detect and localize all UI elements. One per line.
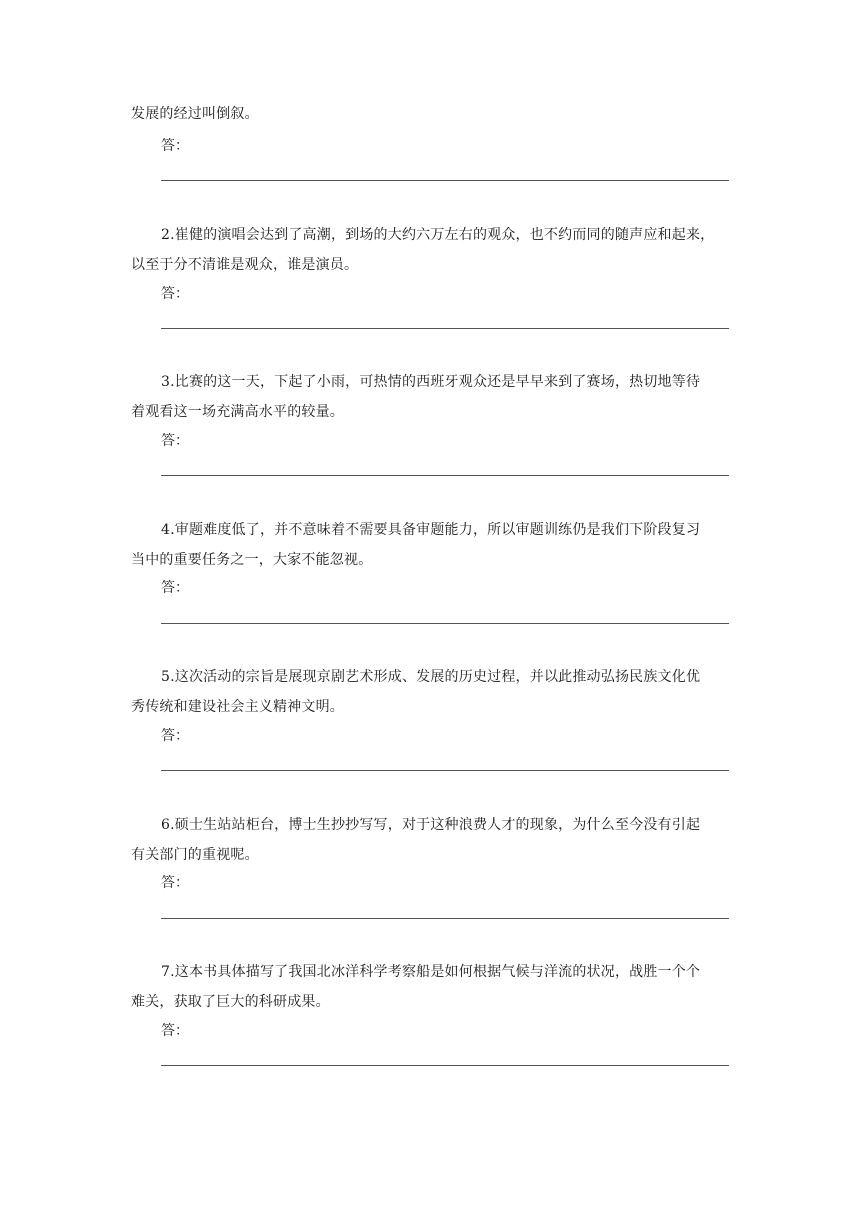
question-4-line-1: 4.审题难度低了，并不意味着不需要具备审题能力，所以审题训练仍是我们下阶段复习 <box>161 522 701 538</box>
answer-line[interactable] <box>161 770 729 771</box>
answer-line[interactable] <box>161 180 729 181</box>
question-5-line-2: 秀传统和建设社会主义精神文明。 <box>131 699 344 715</box>
question-7-line-1: 7.这本书具体描写了我国北冰洋科学考察船是如何根据气候与洋流的状况，战胜一个个 <box>161 964 701 980</box>
answer-line[interactable] <box>161 475 729 476</box>
question-2-line-1: 2.崔健的演唱会达到了高潮，到场的大约六万左右的观众，也不约而同的随声应和起来， <box>161 227 715 243</box>
answer-line[interactable] <box>161 328 729 329</box>
question-5-line-1: 5.这次活动的宗旨是展现京剧艺术形成、发展的历史过程，并以此推动弘扬民族文化优 <box>161 669 701 685</box>
answer-line[interactable] <box>161 623 729 624</box>
answer-label: 答： <box>161 286 189 302</box>
answer-line[interactable] <box>161 1065 729 1066</box>
answer-label: 答： <box>161 875 189 891</box>
answer-label: 答： <box>161 1023 189 1039</box>
answer-label: 答： <box>161 433 189 449</box>
answer-label: 答： <box>161 138 189 154</box>
question-7-line-2: 难关，获取了巨大的科研成果。 <box>131 994 330 1010</box>
answer-line[interactable] <box>161 918 729 919</box>
answer-label: 答： <box>161 580 189 596</box>
question-2-line-2: 以至于分不清谁是观众，谁是演员。 <box>131 257 359 273</box>
answer-label: 答： <box>161 728 189 744</box>
question-6-line-2: 有关部门的重视呢。 <box>131 847 259 863</box>
question-3-line-1: 3.比赛的这一天，下起了小雨，可热情的西班牙观众还是早早来到了赛场，热切地等待 <box>161 374 701 390</box>
question-4-line-2: 当中的重要任务之一，大家不能忽视。 <box>131 552 373 568</box>
question-3-line-2: 着观看这一场充满高水平的较量。 <box>131 404 344 420</box>
intro-text: 发展的经过叫倒叙。 <box>131 106 259 122</box>
question-6-line-1: 6.硕士生站站柜台，博士生抄抄写写，对于这种浪费人才的现象，为什么至今没有引起 <box>161 817 701 833</box>
